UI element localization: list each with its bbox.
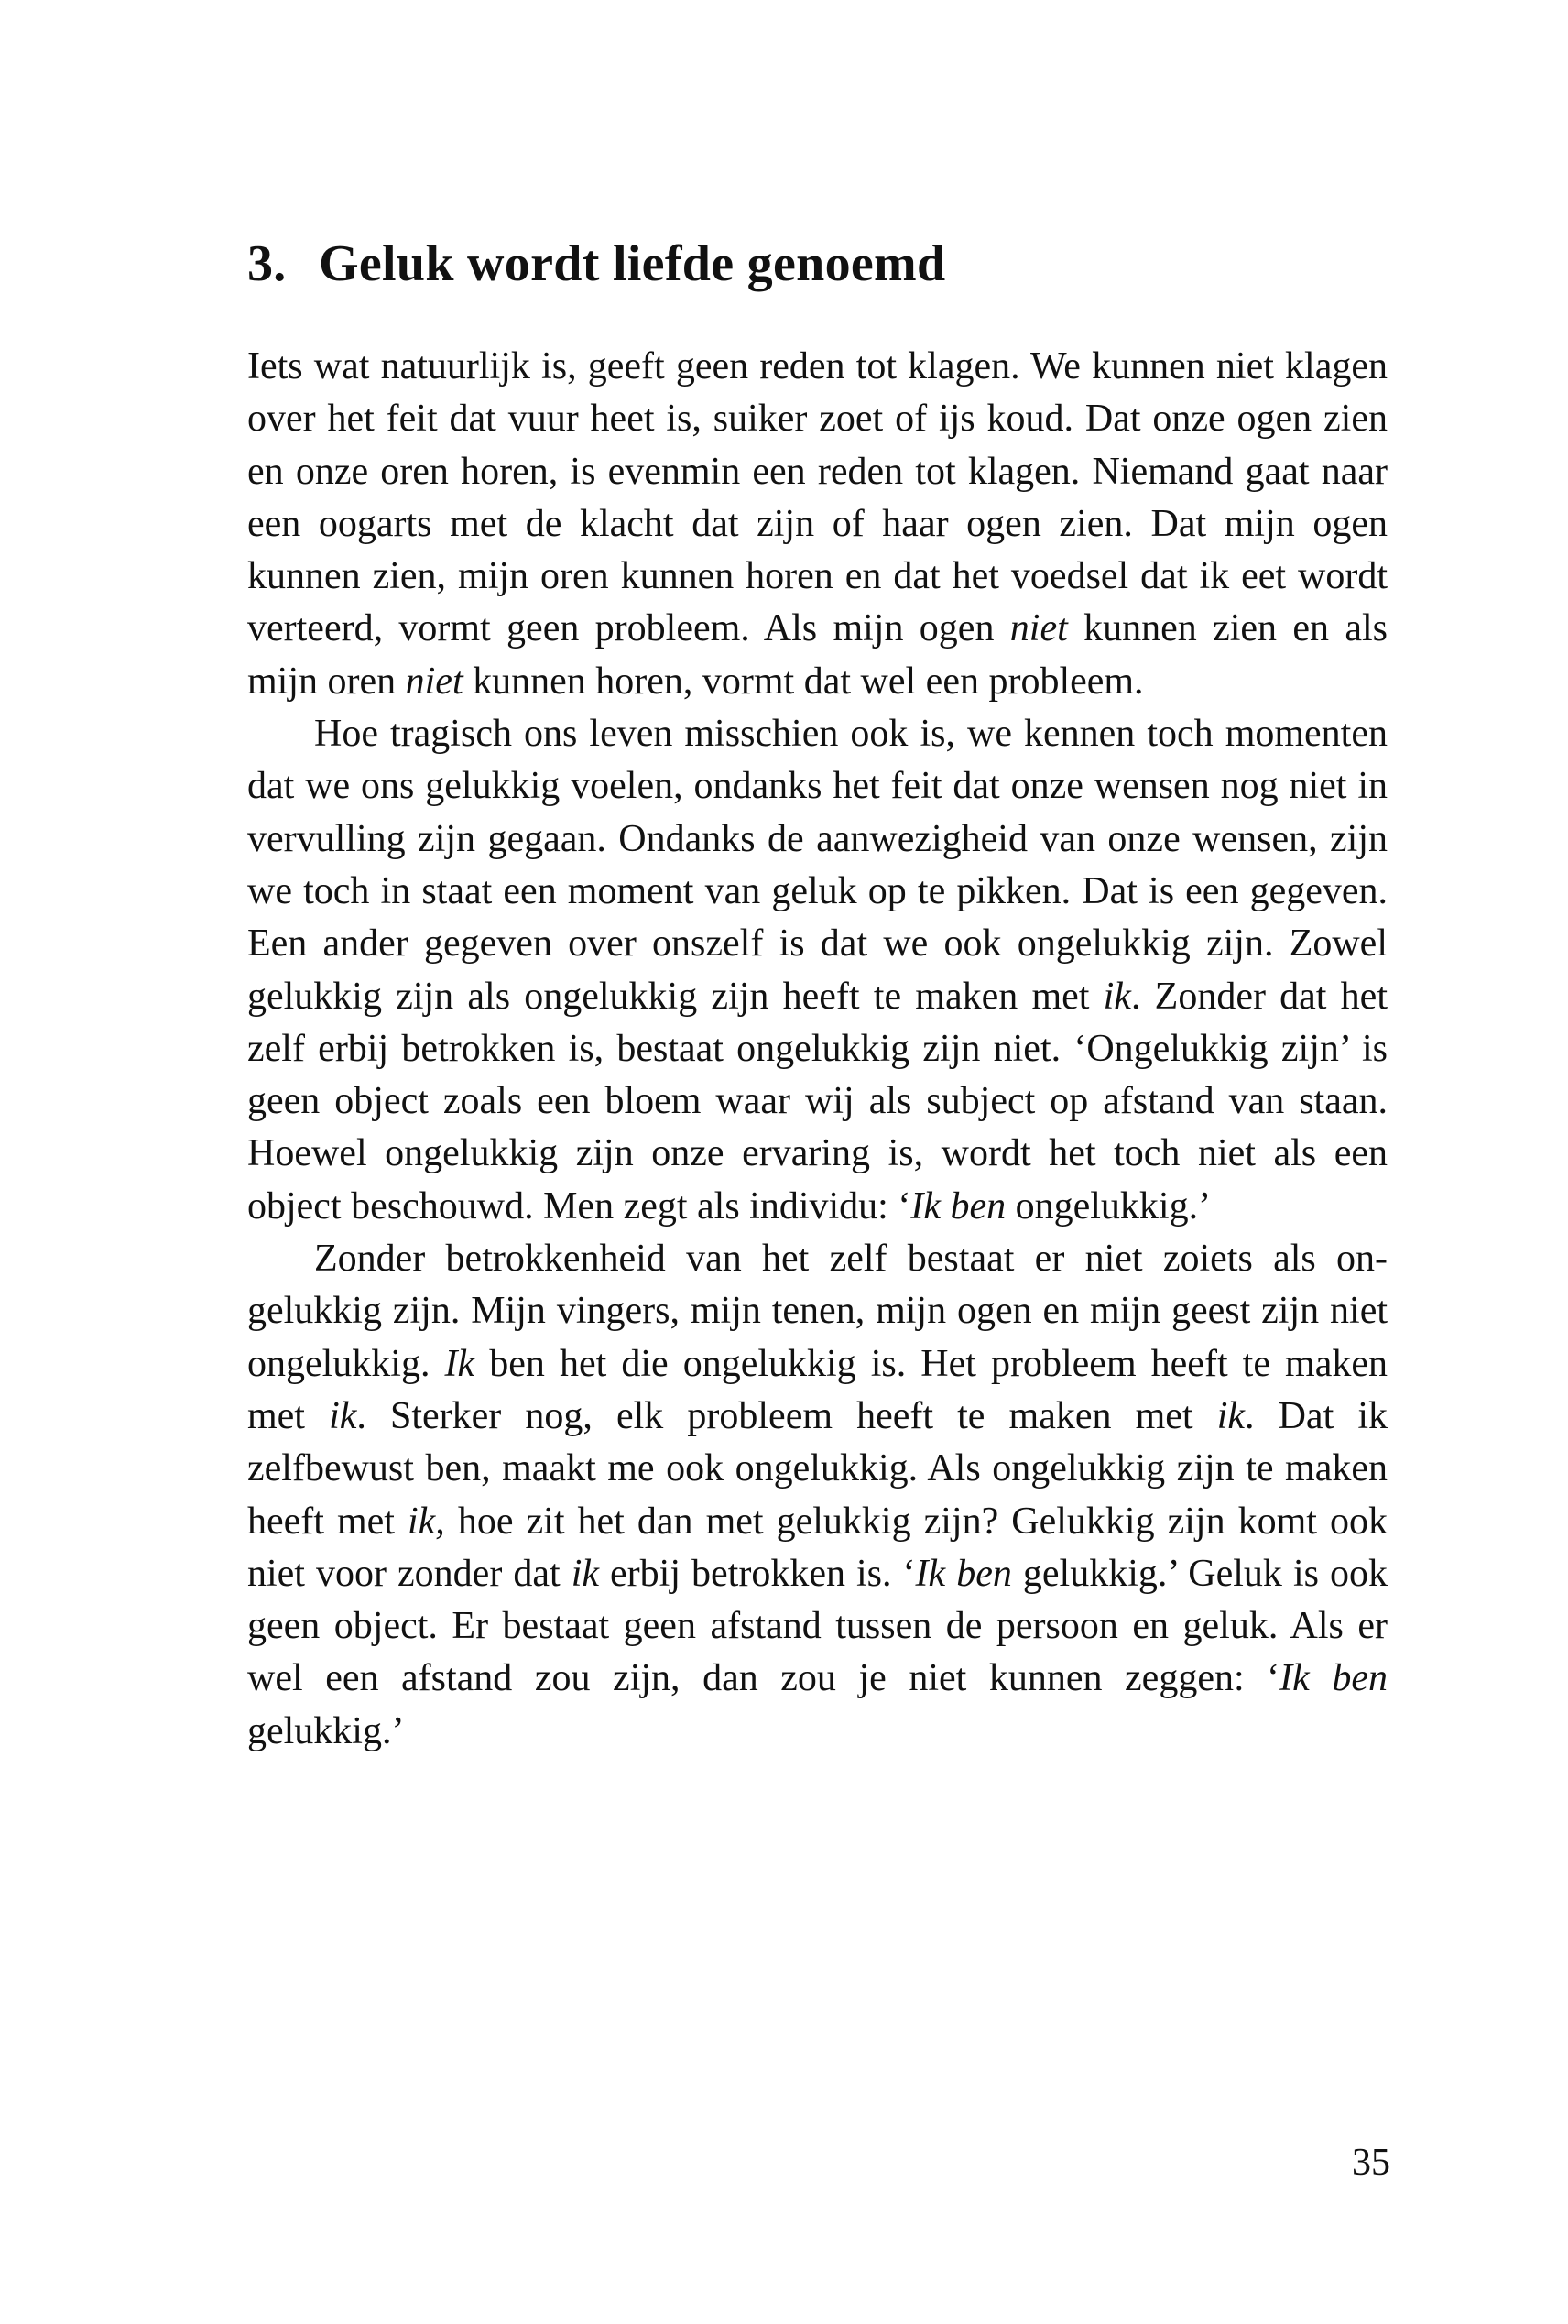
chapter-number: 3. — [247, 235, 287, 292]
italic-text: niet — [405, 660, 463, 703]
italic-text: ik, — [408, 1500, 445, 1543]
chapter-heading — [247, 231, 1392, 297]
body-text — [247, 341, 1388, 1758]
italic-text: ik — [1216, 1394, 1245, 1437]
text-run: ben het die ongelukkig is. Het probleem heeft te maken met — [247, 1342, 1388, 1437]
text-run: Iets wat natuurlijk is, geeft geen reden tot klagen. We kunnen niet klagen over het feit dat vuur heet is, suiker zoet of ijs koud. Dat onze ogen zien en onze oren horen, is evenmin een reden tot klagen. Niemand gaat naar een oogarts met de klacht dat zijn of haar ogen zien. Dat mijn ogen kunnen zien, mijn oren kunnen horen en dat het voedsel dat ik eet wordt verteerd, vormt geen probleem. Als mijn ogen — [247, 345, 1388, 650]
text-run: . Zonder dat het zelf erbij betrokken is, bestaat ongelukkig zijn niet. ‘Ongelukkig zijn’ is geen object zoals een bloem waar wij als subject op afstand van staan. Hoewel ongelukkig zijn onze ervaring is, wordt het toch niet als een object beschouwd. Men zegt als individu: ‘ — [247, 975, 1388, 1227]
chapter-title: Geluk wordt liefde genoemd — [319, 235, 946, 292]
italic-text: niet — [1009, 607, 1068, 650]
text-run: hoe zit het dan met gelukkig zijn? Gelukkig zijn komt ook niet voor zonder dat — [247, 1500, 1388, 1595]
text-run: kunnen zien en als mijn oren — [247, 607, 1388, 703]
italic-text: ik — [329, 1394, 357, 1437]
paragraph — [247, 1233, 1388, 1758]
text-run: Hoe tragisch ons leven misschien ook is, we kennen toch momenten dat we ons gelukkig voelen, ondanks het feit dat onze wensen nog niet in vervulling zijn gegaan. Ondanks de aanwezigheid van onze wensen, zijn we toch in staat een moment van geluk op te pikken. Dat is een gegeven. Een ander gegeven over onszelf is dat we ook ongelukkig zijn. Zowel gelukkig zijn als ongelukkig zijn heeft te maken met — [247, 713, 1388, 1018]
paragraph — [247, 341, 1388, 708]
text-run: kunnen horen, vormt dat wel een probleem. — [463, 660, 1144, 703]
italic-text: ik — [571, 1552, 599, 1595]
text-run: ongelukkig.’ — [1006, 1184, 1212, 1227]
text-run: gelukkig.’ Geluk is ook geen object. Er bestaat geen afstand tussen de persoon en geluk. Als er wel een afstand zou zijn, dan zou je niet kunnen zeggen: ‘ — [247, 1552, 1388, 1700]
italic-text: Ik ben — [915, 1552, 1012, 1595]
text-run: erbij betrokken is. ‘ — [599, 1552, 916, 1595]
page-number: 35 — [1352, 2142, 1390, 2184]
italic-text: Ik ben — [1279, 1657, 1388, 1700]
text-run: Zonder betrokkenheid van het zelf bestaat er niet zoiets als ongelukkig zijn. Mijn vingers, mijn tenen, mijn ogen en mijn geest zijn niet ongelukkig. — [247, 1238, 1388, 1385]
italic-text: Ik ben — [910, 1184, 1007, 1227]
text-run: . Dat ik zelfbewust ben, maakt me ook ongelukkig. Als ongelukkig zijn te maken heeft met — [247, 1394, 1388, 1543]
text-run: . Sterker nog, elk probleem heeft te maken met — [356, 1394, 1217, 1437]
paragraph — [247, 708, 1388, 1233]
italic-text: Ik — [444, 1342, 475, 1385]
text-run: gelukkig.’ — [247, 1709, 405, 1752]
italic-text: ik — [1103, 975, 1131, 1018]
